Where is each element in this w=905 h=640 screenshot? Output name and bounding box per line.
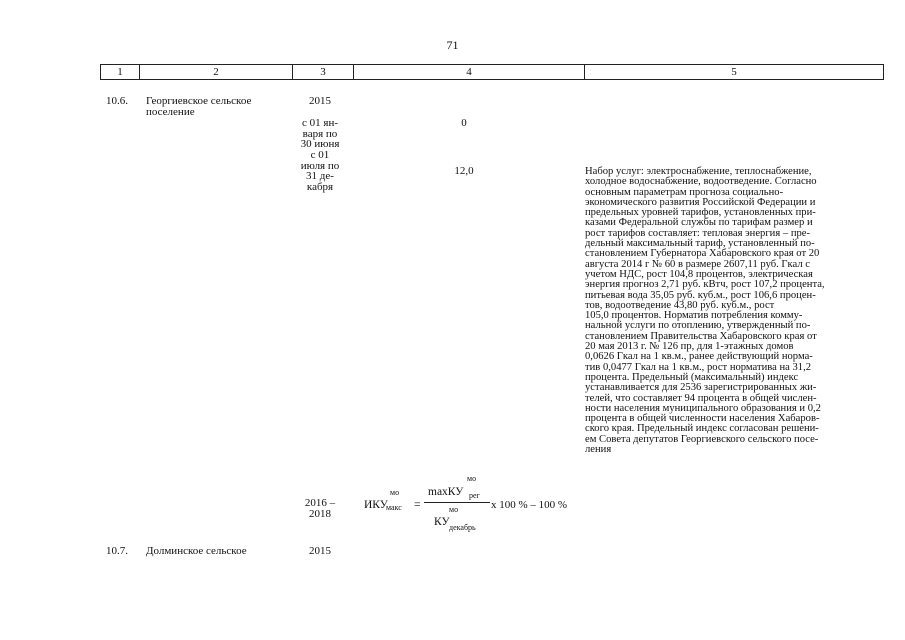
description-line: 0,0626 Гкал на 1 кв.м., ранее действующий норма- — [585, 351, 813, 363]
description-line: становлением Правительства Хабаровского края от — [585, 330, 817, 342]
page-number: 71 — [446, 38, 459, 52]
settlement-name-line: Георгиевское сельское — [146, 95, 252, 107]
description-line: становлением Губернатора Хабаровского края от 20 — [585, 248, 820, 260]
period-second-half — [290, 150, 350, 192]
formula-tail: х 100 % – 100 % — [491, 499, 568, 511]
year-range — [290, 498, 350, 519]
description-line: ления — [585, 444, 612, 456]
description-line: холодное водоснабжение, водоотведение. Согласно — [585, 176, 817, 188]
description-line: устанавливается для 2536 зарегистрированных жи- — [585, 382, 817, 394]
description-line: августа 2014 г № 60 в размере 2607,11 руб. Гкал с — [585, 258, 810, 270]
description-line: энергия прогноз 2,71 руб. кВтч, рост 107,2 процента, — [585, 279, 825, 291]
description-line: телей, что составляет 94 процента в общей числен- — [585, 392, 817, 404]
description-line: 105,0 процентов. Норматив потребления комму- — [585, 310, 803, 322]
row-number: 10.6. — [106, 95, 128, 107]
description-line: учетом НДС, рост 104,8 процентов, электрическая — [585, 268, 813, 280]
col-header-3: 3 — [293, 65, 354, 80]
description-line: предельных уровней тарифов, установленных при- — [585, 207, 816, 219]
year-range-line: 2018 — [309, 507, 331, 520]
description-paragraph — [585, 167, 878, 455]
index-value-second-half: 12,0 — [454, 165, 474, 177]
settlement-name: Долминское сельское — [146, 545, 247, 557]
description-line: нальной услуги по отоплению, утвержденный по- — [585, 320, 811, 332]
description-line: Набор услуг: электроснабжение, теплоснабжение, — [585, 166, 812, 177]
formula-denominator: КУ — [434, 516, 450, 528]
description-line: 20 мая 2013 г. № 126 пр, для 1-этажных домов — [585, 341, 794, 353]
formula-equals: = — [414, 499, 421, 511]
description-line: экономического развития Российской Федерации и — [585, 196, 816, 208]
year-range-line: 2016 – — [304, 497, 336, 509]
col-header-1: 1 — [101, 65, 140, 80]
formula-lhs-sub: макс — [386, 503, 402, 512]
description-line: ности населения муниципального образования и 0,2 — [585, 402, 821, 414]
settlement-name-line: поселение — [146, 105, 195, 118]
description-line: основным параметрам прогноза социально- — [585, 186, 784, 198]
row-number: 10.7. — [106, 545, 128, 557]
description-line: процента в общей численности населения Хабаров- — [585, 413, 820, 425]
year: 2015 — [309, 545, 331, 557]
description-line: рост тарифов составляет: тепловая энергия – пре- — [585, 227, 811, 239]
description-line: дельный максимальный тариф, установленный по- — [585, 238, 815, 250]
col-header-4: 4 — [354, 65, 585, 80]
description-line: ем Совета депутатов Георгиевского сельского посе- — [585, 433, 819, 445]
fraction-bar — [424, 502, 490, 503]
description-line: тов, водоотведение 43,80 руб. куб.м., рост — [585, 299, 775, 311]
period-line: июля по — [300, 159, 340, 172]
formula-den-sup: мо — [449, 505, 459, 514]
description-line: ского края. Предельный индекс согласован решени- — [585, 423, 819, 435]
description-line: казами Федеральной службы по тарифам размер и — [585, 217, 813, 229]
formula-lhs: ИКУ — [364, 499, 388, 511]
description-line: питьевая вода 35,05 руб. куб.м., рост 106,6 процен- — [585, 289, 816, 301]
index-value-first-half: 0 — [461, 117, 467, 129]
period-line: варя по — [302, 127, 338, 140]
formula-lhs-sup: мо — [390, 488, 400, 497]
period-line: с 01 — [310, 149, 330, 161]
period-line: 30 июня — [300, 138, 340, 150]
column-header-row — [100, 64, 884, 80]
col-header-5: 5 — [585, 65, 884, 80]
year: 2015 — [309, 95, 331, 107]
formula-den-sub: декабрь — [449, 523, 476, 532]
formula-num-sup: мо — [467, 474, 477, 483]
period-line: с 01 ян- — [302, 117, 338, 129]
col-header-2: 2 — [140, 65, 293, 80]
description-line: тив 0,0477 Гкал на 1 кв.м., рост норматива на 31,2 — [585, 361, 812, 373]
period-line: 31 де- — [306, 170, 334, 182]
period-line: кабря — [306, 180, 334, 193]
formula-num-sub: рег — [469, 491, 480, 500]
period-first-half — [290, 118, 350, 150]
settlement-name — [146, 96, 296, 117]
formula-numerator: maxКУ — [428, 486, 464, 498]
description-line: процента. Предельный (максимальный) индекс — [585, 371, 799, 383]
